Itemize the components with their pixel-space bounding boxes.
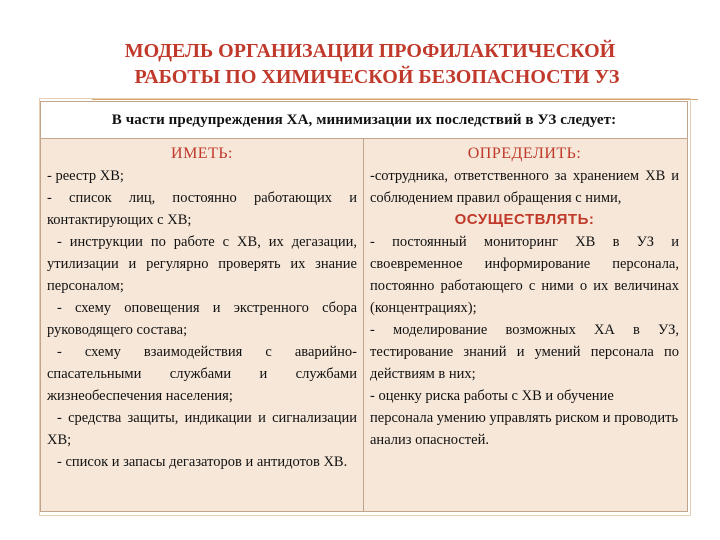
column-heading-implement: ОСУЩЕСТВЛЯТЬ:: [454, 211, 595, 228]
column-define: [364, 139, 687, 512]
list-item: - средства защиты, индикации и сигнализации ХВ;: [47, 410, 357, 448]
table-header: В части предупреждения ХА, минимизации их последствий в УЗ следует:: [41, 102, 687, 139]
list-item: - список и запасы дегазаторов и антидотов ХВ.: [57, 454, 348, 470]
title-line-1: МОДЕЛЬ ОРГАНИЗАЦИИ ПРОФИЛАКТИЧЕСКОЙ: [124, 40, 616, 62]
column-heading-define: ОПРЕДЕЛИТЬ:: [467, 145, 582, 162]
list-item: - моделирование возможных ХА в УЗ, тестирование знаний и умений персонала по действиям в них;: [370, 322, 679, 382]
list-item: - реестр ХВ;: [47, 168, 124, 184]
list-item: - постоянный мониторинг ХВ в УЗ и своевременное информирование персонала, постоянно работающего с ними о их величинах (концентрациях);: [370, 234, 679, 316]
list-item: - схему оповещения и экстренного сбора руководящего состава;: [47, 300, 357, 338]
content-table: [40, 101, 688, 512]
list-item: - список лиц, постоянно работающих и контактирующих с ХВ;: [47, 190, 357, 228]
list-item: - схему взаимодействия с аварийно-спасательными службами и службами жизнеобеспечения населения;: [47, 344, 357, 404]
list-item: -сотрудника, ответственного за хранением ХВ и соблюдением правил обращения с ними,: [370, 168, 679, 206]
title-line-2: РАБОТЫ ПО ХИМИЧЕСКОЙ БЕЗОПАСНОСТИ УЗ: [134, 66, 620, 88]
list-item: - инструкции по работе с ХВ, их дегазации, утилизации и регулярно проверять их знание персоналом;: [47, 234, 357, 294]
column-heading-have: ИМЕТЬ:: [171, 145, 233, 162]
slide-title: [40, 38, 700, 90]
list-item: - оценку риска работы с ХВ и обучение персонала умению управлять риском и проводить анализ опасностей.: [370, 388, 679, 448]
table-columns: [41, 139, 687, 512]
column-have: [41, 139, 364, 512]
